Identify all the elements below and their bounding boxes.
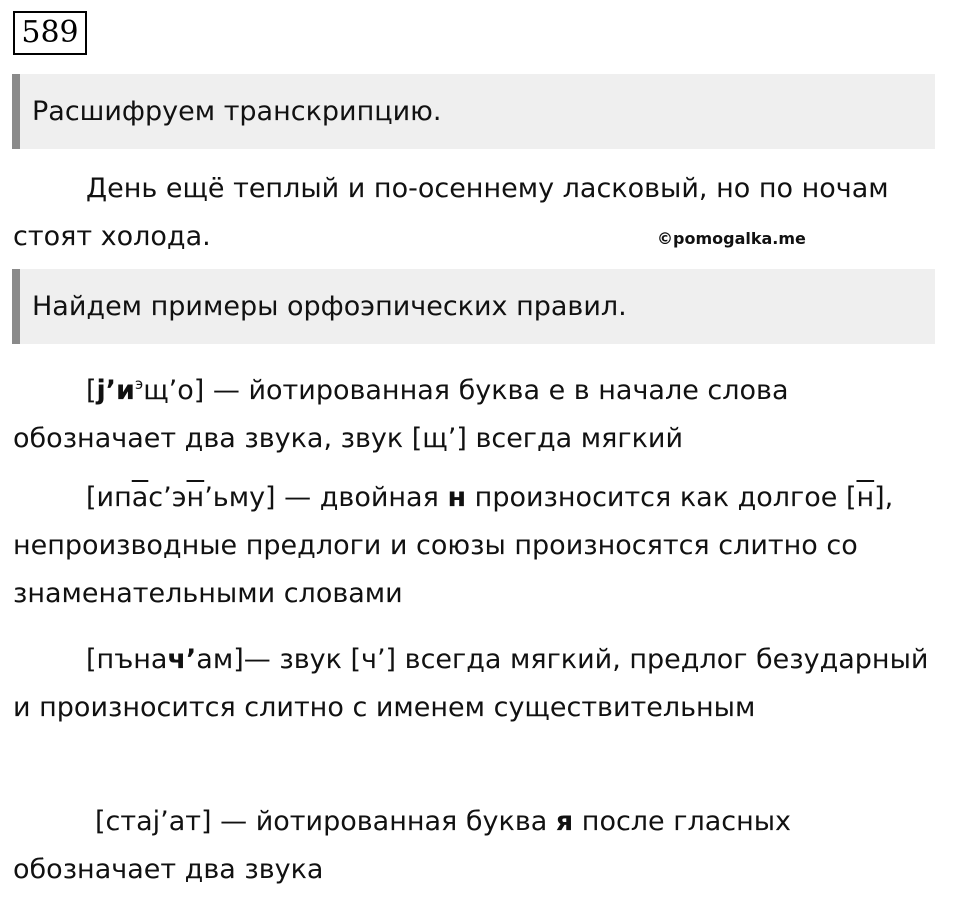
example-2: [ипас’эн’ьму] — двойная н произносится как долгое [н], непроизводные предлоги и союзы произносятся слитно со знаменательными словами	[13, 482, 894, 609]
transcription-text: с’э	[148, 482, 187, 513]
example-explanation: после гласных обозначает два звука	[13, 806, 792, 885]
section-heading-examples: Найдем примеры орфоэпических правил.	[12, 269, 935, 344]
long-sound-overline: а	[131, 482, 149, 513]
transcription-text: ам	[196, 644, 234, 675]
example-explanation: — йотированная буква	[211, 806, 556, 837]
example-explanation: — звук [ч’] всегда мягкий, предлог безударный и произносится слитно с именем существительным	[13, 644, 929, 723]
transcription-superscript: э	[134, 375, 144, 393]
transcription-bold: j’и	[96, 375, 135, 406]
transcription-text: стаj’ат	[105, 806, 202, 837]
exercise-number: 589	[13, 11, 87, 55]
long-sound-overline: н	[856, 482, 875, 513]
example-1: $[j’и^эщ’о]$ — йотированная буква е в начале слова обозначает два звука, звук [щ’] всегда мягкий	[13, 375, 789, 454]
example-explanation: — йотированная буква е в начале слова обозначает два звука, звук [щ’] всегда мягкий	[13, 375, 789, 454]
section-heading-decode: Расшифруем транскрипцию.	[12, 74, 935, 149]
example-3: [пънач’ам]— звук [ч’] всегда мягкий, предлог безударный и произносится слитно с именем существительным	[13, 644, 929, 723]
transcription-text: пъна	[96, 644, 168, 675]
transcription-bold: ч’	[167, 644, 197, 675]
transcription-text: ип	[96, 482, 132, 513]
decoded-text: День ещё теплый и по-осеннему ласковый, но по ночам стоят холода.	[13, 173, 889, 252]
transcription-text: ’ьму	[204, 482, 266, 513]
long-sound-overline: н	[186, 482, 205, 513]
example-explanation: ], непроизводные предлоги и союзы произносятся слитно со знаменательными словами	[13, 482, 894, 609]
emphasis-letter: я	[555, 806, 574, 837]
example-explanation: произносится как долгое [	[466, 482, 857, 513]
example-explanation: — двойная	[275, 482, 448, 513]
watermark: ©pomogalka.me	[657, 229, 806, 248]
emphasis-letter: н	[447, 482, 467, 513]
example-4: [стаj’ат] — йотированная буква я после гласных обозначает два звука	[13, 806, 792, 885]
transcription-text: щ’о	[143, 375, 194, 406]
